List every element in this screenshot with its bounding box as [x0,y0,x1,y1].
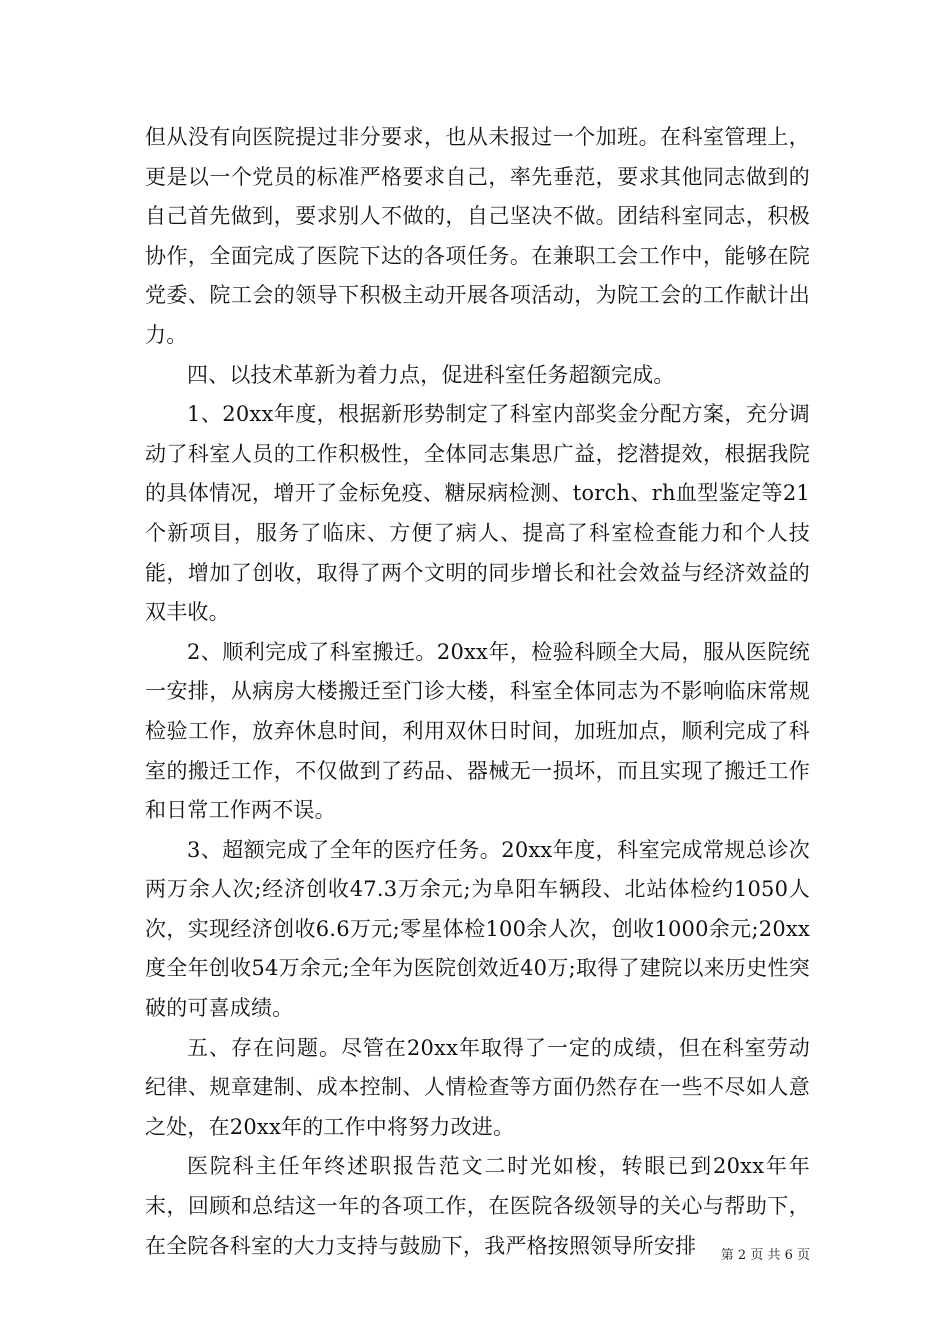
paragraph-item-3: 3、超额完成了全年的医疗任务。20xx年度，科室完成常规总诊次两万余人次;经济创收47.3万余元;为阜阳车辆段、北站体检约1050人次，实现经济创收6.6万元;零星体检100余人次，创收1000余元;20xx度全年创收54万余元;全年为医院创效近40万;取得了建院以来历史性突破的可喜成绩。 [145,837,810,1021]
section-problems: 五、存在问题。尽管在20xx年取得了一定的成绩，但在科室劳动纪律、规章建制、成本控制、人情检查等方面仍然存在一些不尽如人意之处，在20xx年的工作中将努力改进。 [145,1035,810,1139]
page-number-footer: 第 2 页 共 6 页 [720,1248,810,1263]
paragraph-item-2: 2、顺利完成了科室搬迁。20xx年，检验科顾全大局，服从医院统一安排，从病房大楼搬迁至门诊大楼，科室全体同志为不影响临床常规检验工作，放弃休息时间，利用双休日时间，加班加点，顺利完成了科室的搬迁工作，不仅做到了药品、器械无一损坏，而且实现了搬迁工作和日常工作两不误。 [145,639,810,823]
paragraph-report-two: 医院科主任年终述职报告范文二时光如梭，转眼已到20xx年年末，回顾和总结这一年的各项工作，在医院各级领导的关心与帮助下，在全院各科室的大力支持与鼓励下，我严格按照领导所安排 [145,1154,810,1258]
section-heading-four: 四、以技术革新为着力点，促进科室任务超额完成。 [187,362,675,387]
paragraph-management: 但从没有向医院提过非分要求，也从未报过一个加班。在科室管理上，更是以一个党员的标准严格要求自己，率先垂范，要求其他同志做到的自己首先做到，要求别人不做的，自己坚决不做。团结科室同志，积极协作，全面完成了医院下达的各项任务。在兼职工会工作中，能够在院党委、院工会的领导下积极主动开展各项活动，为院工会的工作献计出力。 [145,125,810,347]
paragraph-item-1: 1、20xx年度，根据新形势制定了科室内部奖金分配方案，充分调动了科室人员的工作积极性，全体同志集思广益，挖潜提效，根据我院的具体情况，增开了金标免疫、糖尿病检测、torch、rh血型鉴定等21个新项目，服务了临床、方便了病人、提高了科室检查能力和个人技能，增加了创收，取得了两个文明的同步增长和社会效益与经济效益的双丰收。 [145,402,810,625]
document-body [145,118,810,1266]
